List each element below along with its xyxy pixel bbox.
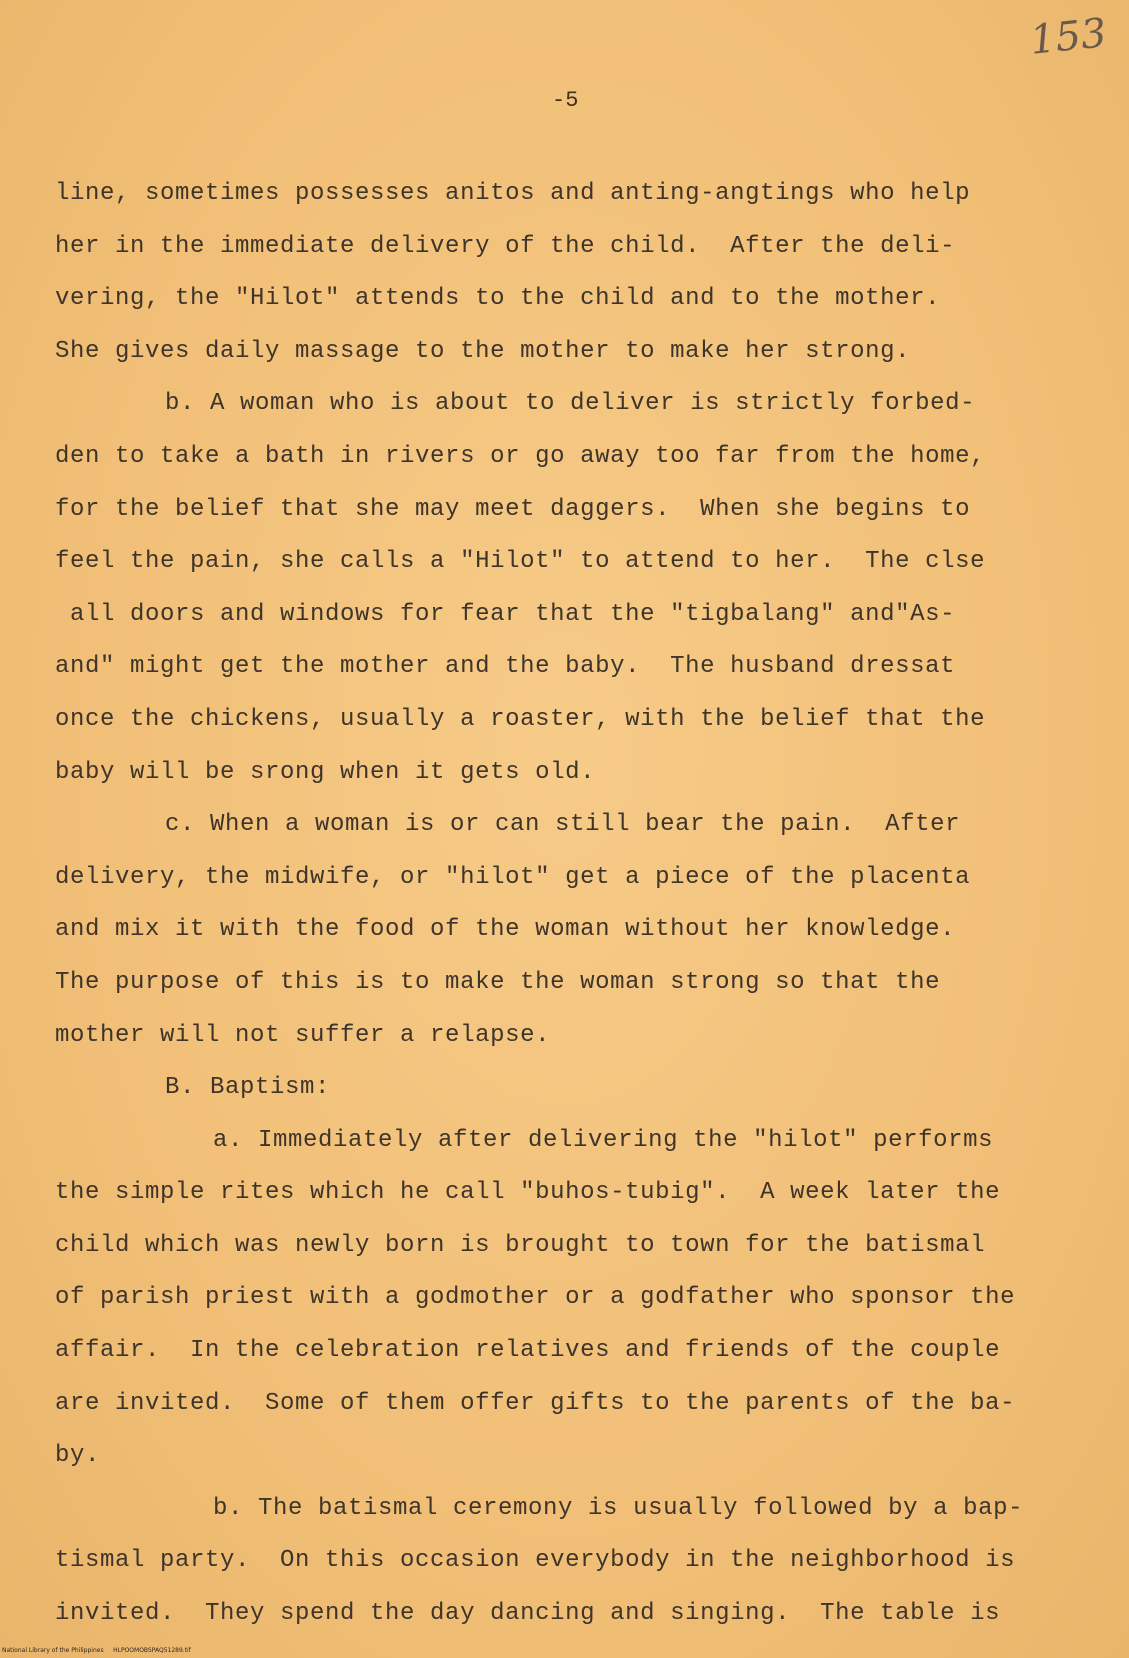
folio-number: 153 [1027, 10, 1109, 64]
text-line: vering, the "Hilot" attends to the child and to the mother. [55, 285, 941, 313]
text-line: tismal party. On this occasion everybody in the neighborhood is [55, 1547, 1016, 1575]
text-line: c. When a woman is or can still bear the pain. After [165, 811, 961, 839]
body-text [55, 168, 1095, 1641]
text-line: invited. They spend the day dancing and singing. The table is [55, 1600, 1001, 1628]
text-line: are invited. Some of them offer gifts to the parents of the ba- [55, 1389, 1016, 1417]
text-line: once the chickens, usually a roaster, with the belief that the [55, 705, 986, 733]
text-line: feel the pain, she calls a "Hilot" to attend to her. The clse [55, 548, 986, 576]
text-line: mother will not suffer a relapse. [55, 1021, 551, 1049]
text-line: by. [55, 1442, 101, 1470]
text-line: line, sometimes possesses anitos and anting-angtings who help [55, 180, 971, 207]
text-line: delivery, the midwife, or "hilot" get a piece of the placenta [55, 863, 971, 891]
text-line: den to take a bath in rivers or go away too far from the home, [55, 442, 986, 470]
text-line: child which was newly born is brought to town for the batismal [55, 1231, 986, 1259]
text-line: b. The batismal ceremony is usually followed by a bap- [213, 1494, 1024, 1522]
text-line: The purpose of this is to make the woman strong so that the [55, 968, 941, 996]
text-line: baby will be srong when it gets old. [55, 758, 596, 786]
text-line: her in the immediate delivery of the child. After the deli- [55, 232, 956, 260]
text-line: a. Immediately after delivering the "hilot" performs [213, 1126, 994, 1154]
text-line: all doors and windows for fear that the "tigbalang" and"As- [55, 600, 956, 628]
text-line: affair. In the celebration relatives and friends of the couple [55, 1337, 1001, 1365]
archive-caption: National Library of the Philippines HLPOOMOBSPAQ51289.tif [2, 1647, 191, 1654]
text-line: She gives daily massage to the mother to make her strong. [55, 337, 911, 365]
text-line: the simple rites which he call "buhos-tubig". A week later the [55, 1179, 1001, 1207]
text-line: and" might get the mother and the baby. The husband dressat [55, 653, 956, 681]
text-line: and mix it with the food of the woman without her knowledge. [55, 916, 956, 944]
section-heading: B. Baptism: [165, 1074, 331, 1102]
page-number: -5 [552, 88, 579, 113]
text-line: for the belief that she may meet daggers. When she begins to [55, 495, 971, 523]
text-line: b. A woman who is about to deliver is strictly forbed- [165, 390, 976, 418]
text-line: of parish priest with a godmother or a godfather who sponsor the [55, 1284, 1016, 1312]
